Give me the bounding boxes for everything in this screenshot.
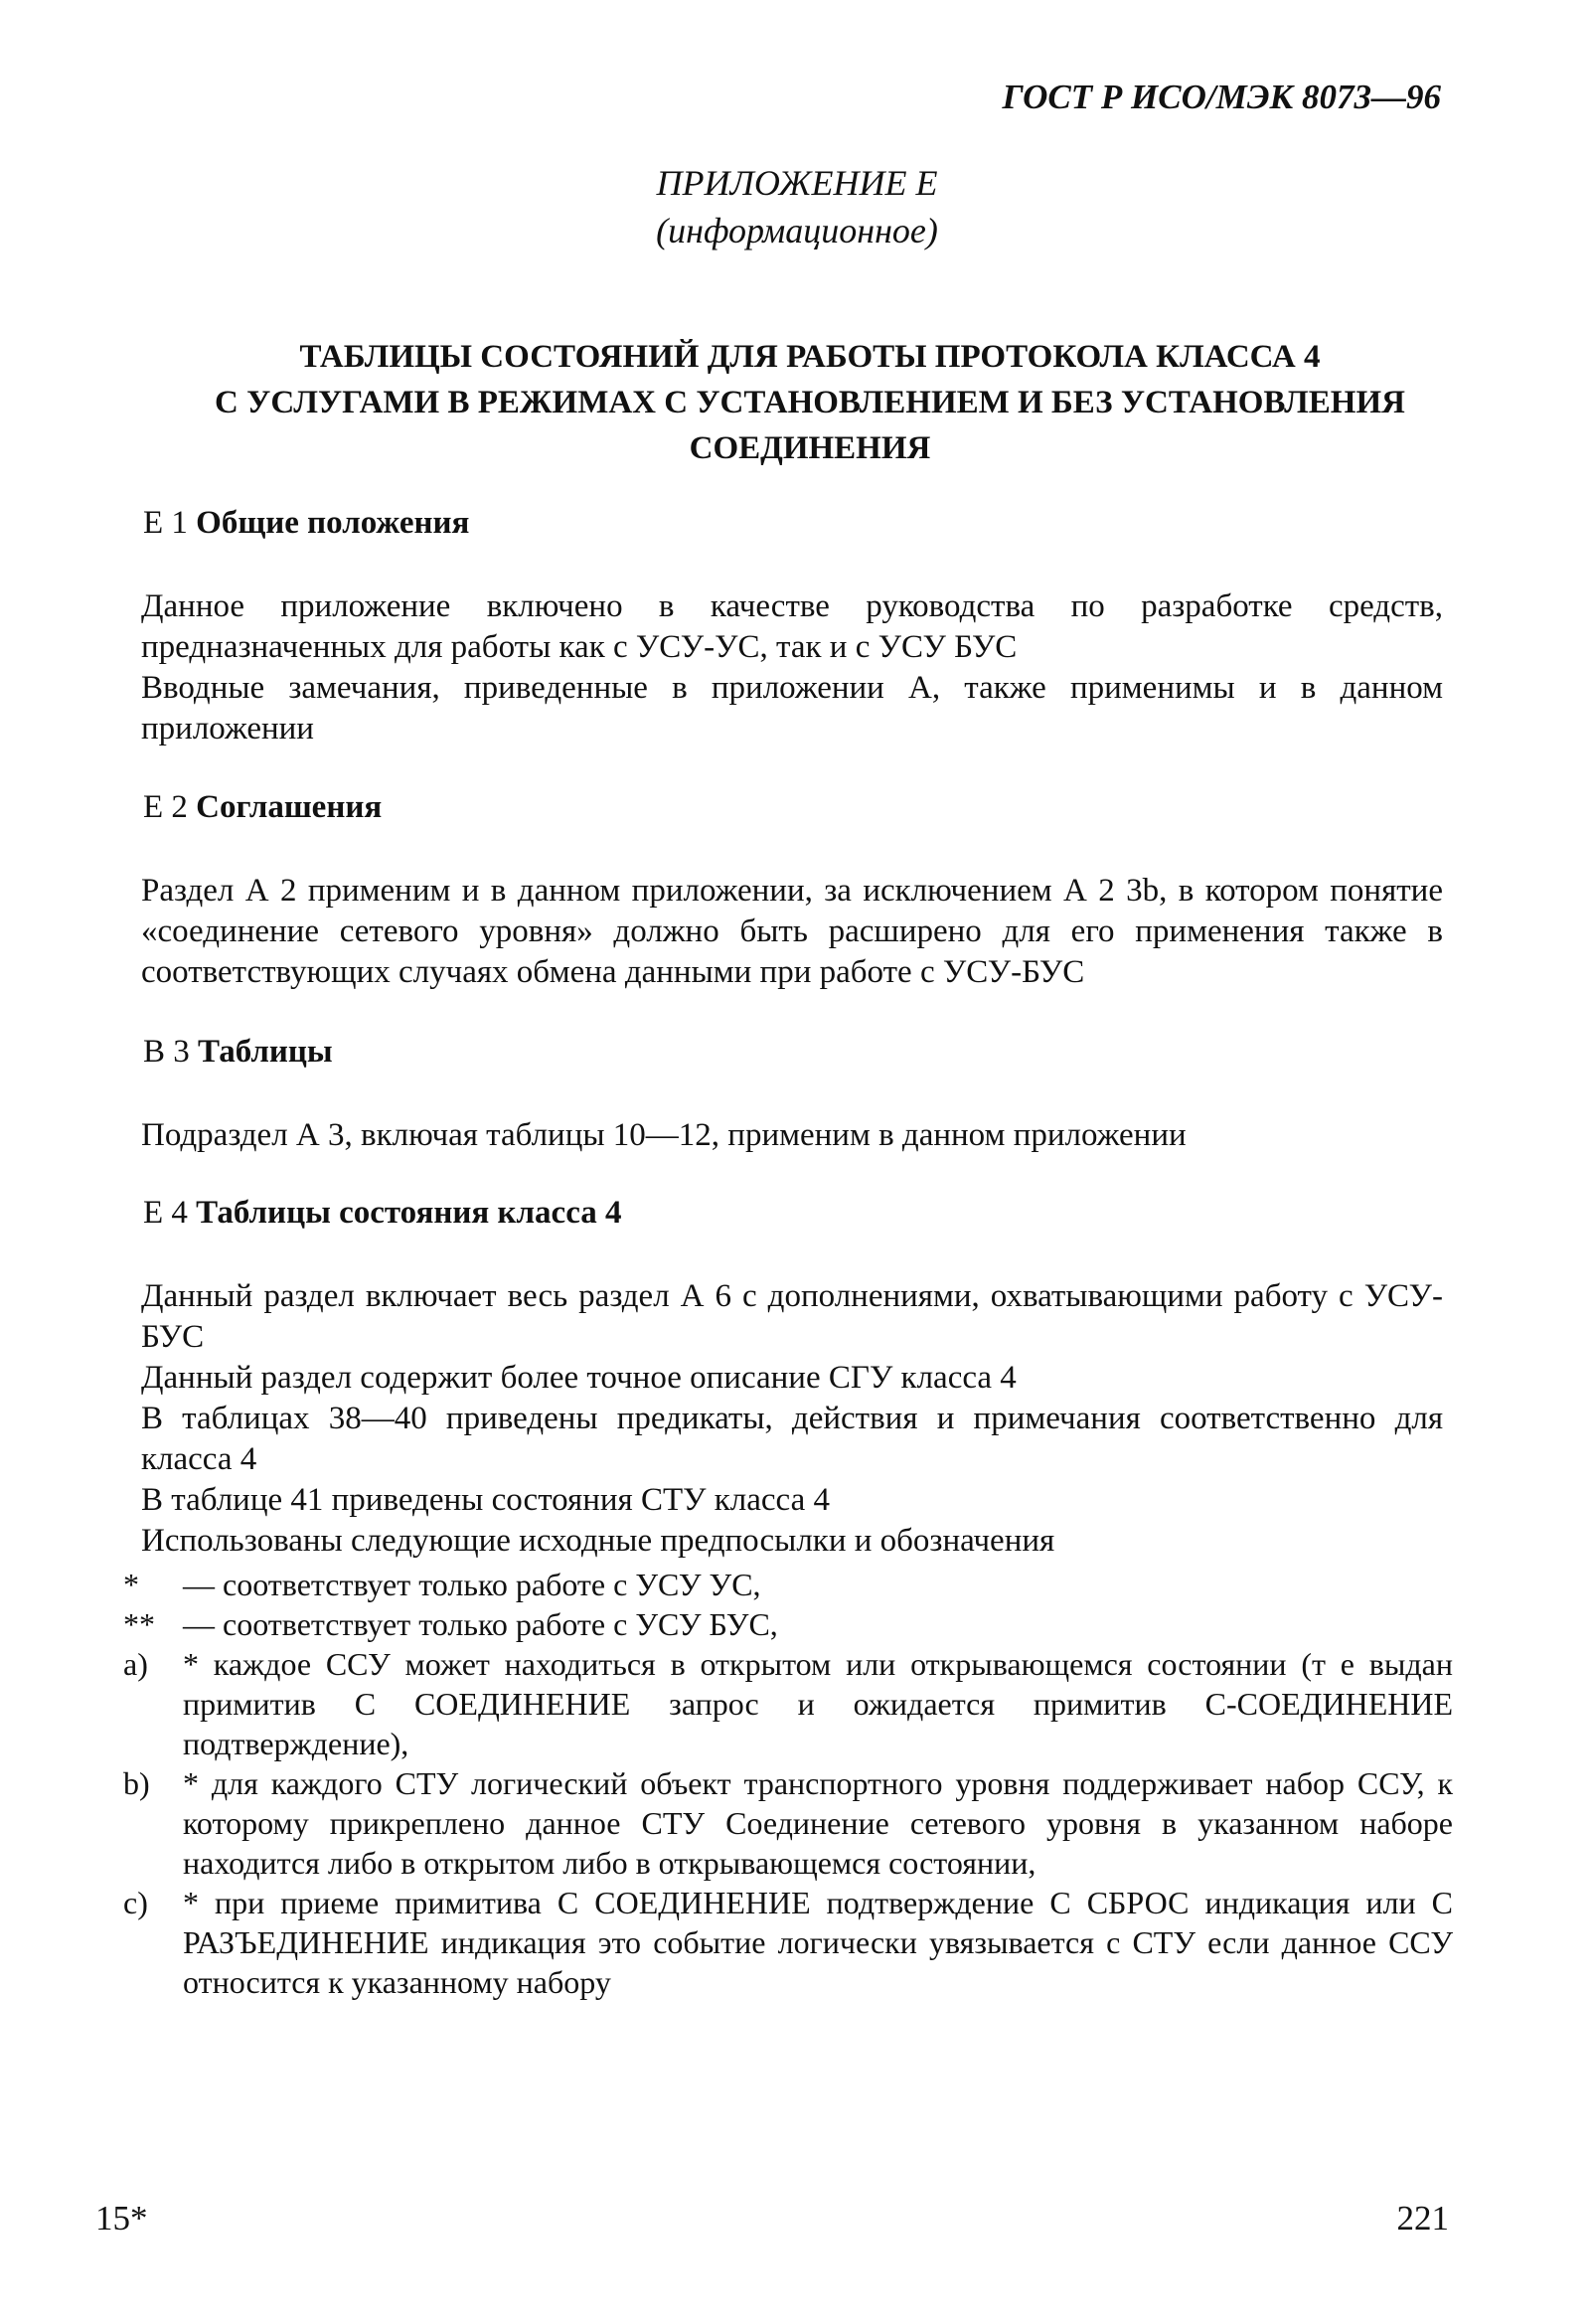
section-heading-e1 <box>143 505 469 542</box>
list-marker: * <box>123 1567 139 1602</box>
paragraph: Данное приложение включено в качестве руководства по разработке средств, предназначенных для работы как с УСУ-УС, так и с УСУ БУС <box>141 588 1443 665</box>
section-e3-body <box>91 1115 1443 1156</box>
list-item <box>91 1763 1453 1883</box>
section-number: Е 4 <box>143 1195 188 1231</box>
section-title: Соглашения <box>196 789 383 825</box>
section-heading-e3 <box>143 1034 333 1071</box>
appendix-heading <box>0 159 1594 254</box>
list-text: * при приеме примитива С СОЕДИНЕНИЕ подтверждение С СБРОС индикация или С РАЗЪЕДИНЕНИЕ индикация это событие логически увязывается с СТУ если данное ССУ относится к указанному набору <box>183 1885 1453 2000</box>
paragraph: Данный раздел включает весь раздел А 6 с дополнениями, охватывающими работу с УСУ-БУС <box>141 1278 1443 1355</box>
list-item <box>91 1604 1453 1644</box>
appendix-status: (информационное) <box>656 211 938 250</box>
section-title: Общие положения <box>196 505 470 541</box>
title-line-2: С УСЛУГАМИ В РЕЖИМАХ С УСТАНОВЛЕНИЕМ И БЕЗ УСТАНОВЛЕНИЯ <box>215 385 1405 420</box>
paragraph: В таблице 41 приведены состояния СТУ класса 4 <box>141 1482 830 1518</box>
paragraph: Подраздел А 3, включая таблицы 10—12, применим в данном приложении <box>141 1117 1187 1153</box>
list-item <box>91 1644 1453 1763</box>
appendix-label: ПРИЛОЖЕНИЕ Е <box>656 163 938 203</box>
section-number: Е 1 <box>143 505 188 541</box>
list-text: — соответствует только работе с УСУ УС, <box>183 1567 761 1602</box>
title-line-3: СОЕДИНЕНИЯ <box>689 430 931 466</box>
paragraph: Раздел А 2 применим и в данном приложении, за исключением А 2 3b, в котором понятие «соединение сетевого уровня» должно быть расширено для его применения также в соответствующих случаях обмена данными при работе с УСУ-БУС <box>141 873 1443 990</box>
section-title: Таблицы <box>198 1034 333 1070</box>
list-text: * каждое ССУ может находиться в открытом или открывающемся состоянии (т е выдан примитив С СОЕДИНЕНИЕ запрос и ожидается примитив С-СОЕДИНЕНИЕ подтверждение), <box>183 1646 1453 1761</box>
paragraph: Вводные замечания, приведенные в приложении А, также применимы и в данном приложении <box>141 670 1443 747</box>
section-number: Е 2 <box>143 789 188 825</box>
section-e1-body <box>91 586 1443 749</box>
paragraph: Использованы следующие исходные предпосылки и обозначения <box>141 1523 1055 1559</box>
list-marker: b) <box>123 1765 150 1801</box>
notation-list <box>91 1565 1453 2002</box>
list-text: * для каждого СТУ логический объект транспортного уровня поддерживает набор ССУ, к которому прикреплено данное СТУ Соединение сетевого уровня в указанном наборе находится либо в открытом либо в открывающемся состоянии, <box>183 1765 1453 1881</box>
paragraph: Данный раздел содержит более точное описание СГУ класса 4 <box>141 1360 1017 1396</box>
list-marker: ** <box>123 1606 155 1642</box>
section-number: В 3 <box>143 1034 190 1070</box>
section-e2-body <box>91 871 1443 993</box>
section-title: Таблицы состояния класса 4 <box>196 1195 622 1231</box>
list-item <box>91 1883 1453 2002</box>
list-text: — соответствует только работе с УСУ БУС, <box>183 1606 778 1642</box>
document-title <box>169 334 1451 471</box>
paragraph: В таблицах 38—40 приведены предикаты, действия и примечания соответственно для класса 4 <box>141 1401 1443 1477</box>
page-number: 221 <box>1396 2199 1449 2238</box>
list-marker: c) <box>123 1885 148 1920</box>
section-heading-e4 <box>143 1195 622 1232</box>
list-marker: а) <box>123 1646 148 1682</box>
section-e4-body <box>91 1276 1443 1562</box>
list-item <box>91 1565 1453 1604</box>
running-header: ГОСТ Р ИСО/МЭК 8073—96 <box>1002 78 1441 116</box>
signature-mark: 15* <box>95 2199 148 2238</box>
title-line-1: ТАБЛИЦЫ СОСТОЯНИЙ ДЛЯ РАБОТЫ ПРОТОКОЛА КЛАССА 4 <box>299 339 1321 375</box>
section-heading-e2 <box>143 789 382 826</box>
